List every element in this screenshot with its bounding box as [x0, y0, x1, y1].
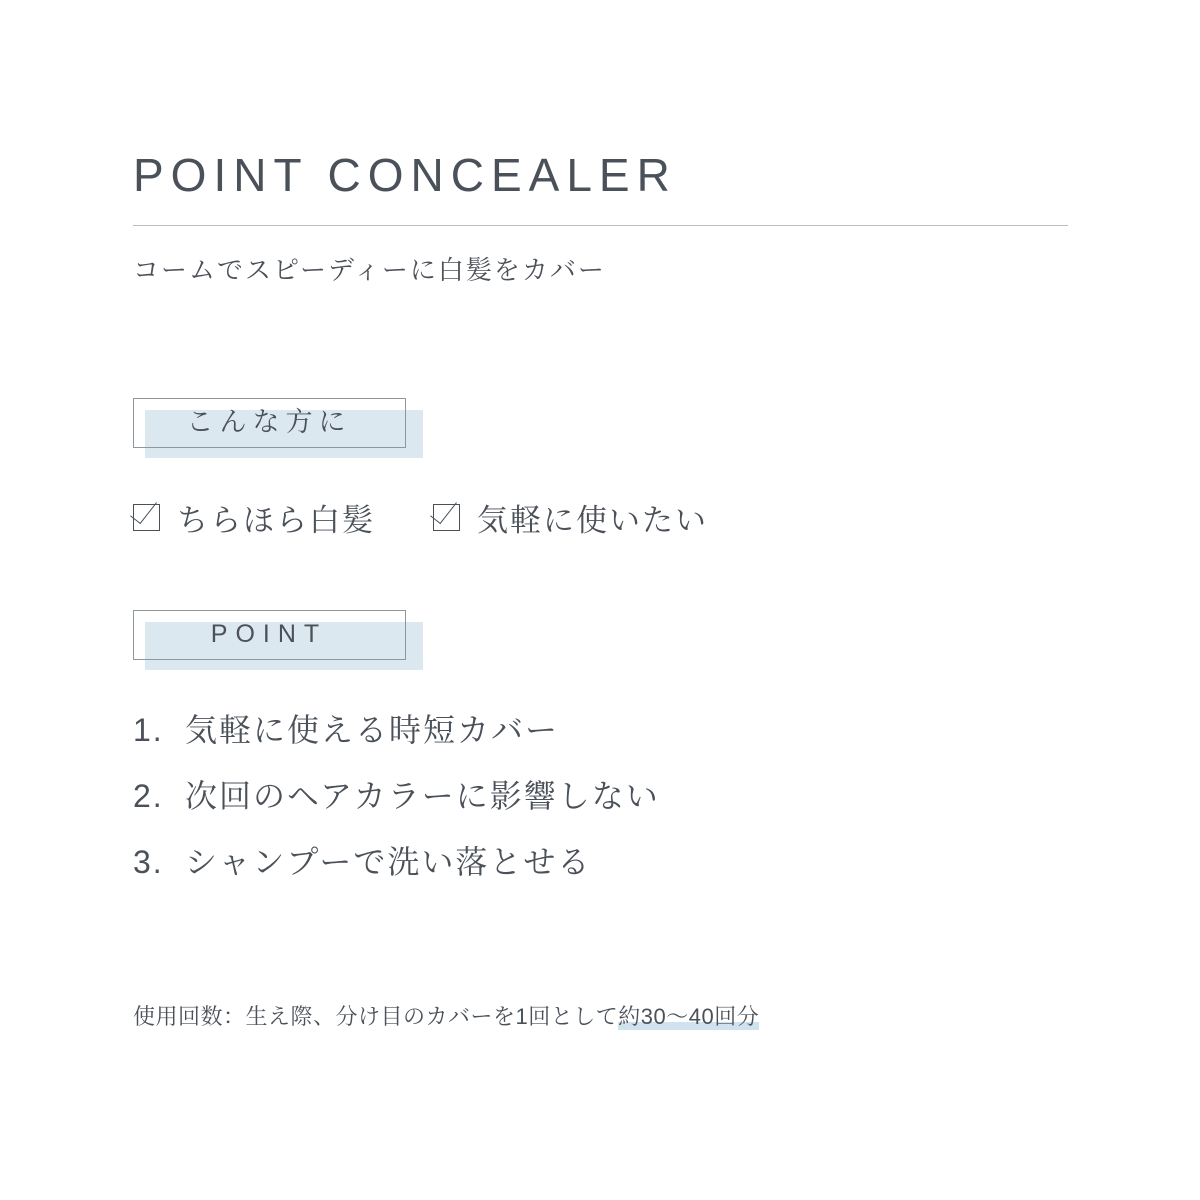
check-label: ちらほら白髪 [177, 503, 375, 538]
checkbox-checked-icon [433, 504, 460, 531]
footnote-highlight: 約30〜40回分 [618, 1004, 760, 1029]
checkbox-checked-icon [133, 504, 160, 531]
list-item [133, 495, 375, 540]
point-text: 気軽に使える時短カバー [185, 712, 560, 748]
list-item [133, 837, 660, 883]
chip-label-target: こんな方に [186, 407, 352, 437]
point-text: シャンプーで洗い落とせる [185, 844, 592, 880]
section-label-target [133, 398, 423, 458]
section-label-point [133, 610, 423, 670]
title-block [133, 148, 1068, 287]
point-list [133, 705, 660, 883]
point-text: 次回のヘアカラーに影響しない [185, 778, 660, 814]
list-item [433, 495, 708, 540]
page-subtitle: コームでスピーディーに白髪をカバー [133, 255, 606, 286]
point-number: 2. [133, 778, 164, 814]
point-number: 3. [133, 844, 164, 880]
point-number: 1. [133, 712, 164, 748]
list-item [133, 705, 660, 751]
title-divider [133, 225, 1068, 226]
usage-footnote [133, 1000, 759, 1031]
chip-label-point: POINT [210, 620, 328, 648]
check-label: 気軽に使いたい [477, 503, 708, 538]
list-item [133, 771, 660, 817]
target-checklist [133, 495, 708, 540]
footnote-prefix: 使用回数：生え際、分け目のカバーを1回として [133, 1004, 619, 1029]
page-title: POINT CONCEALER [133, 149, 677, 201]
